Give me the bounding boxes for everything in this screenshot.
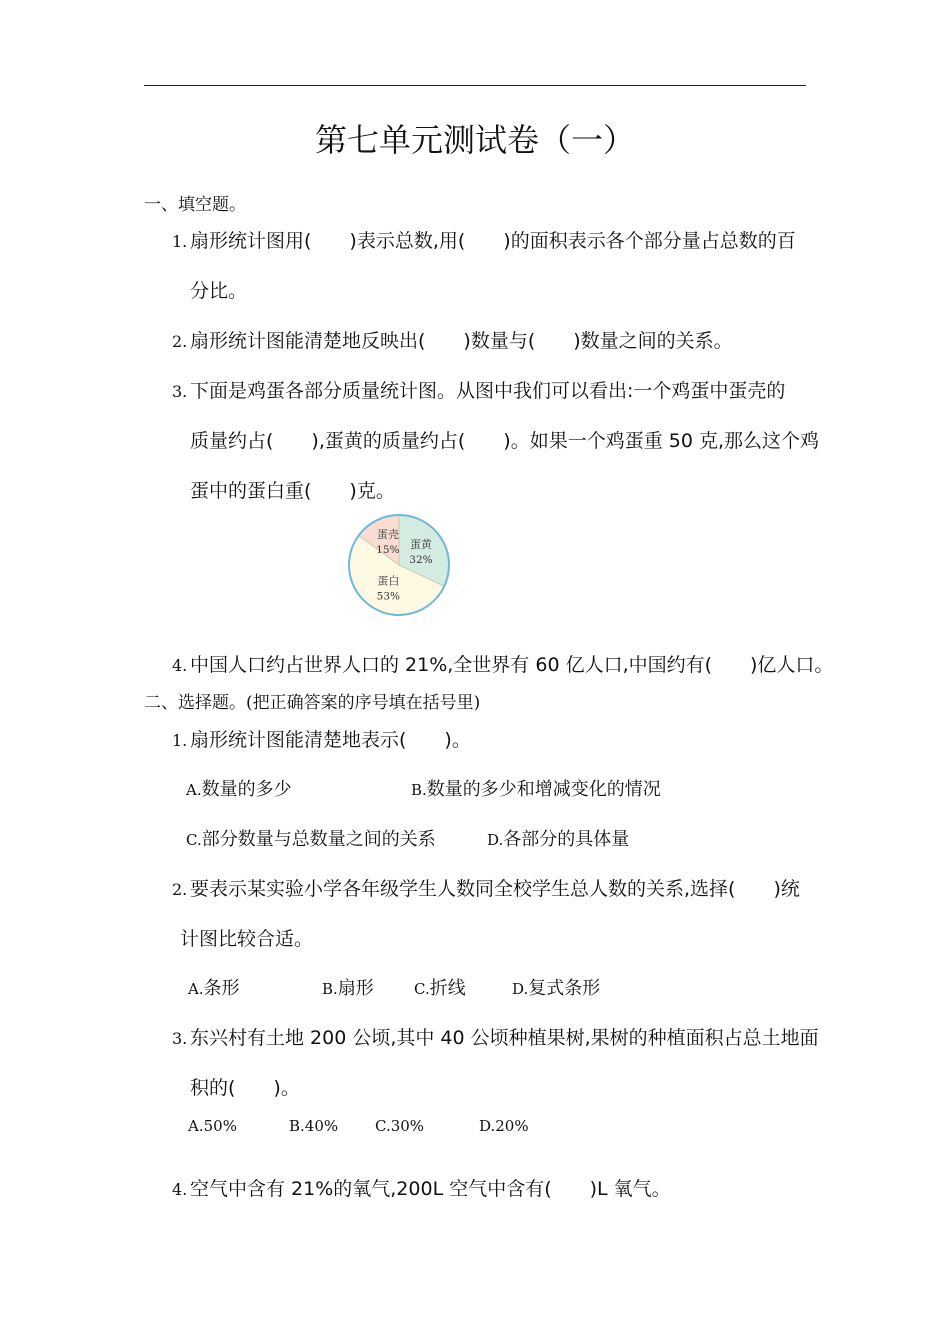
s1-q2-text: 扇形统计图能清楚地反映出( )数量与( )数量之间的关系。 <box>190 330 733 352</box>
option-letter: C. <box>375 1117 391 1135</box>
s2-q1-option-c <box>186 827 436 852</box>
option-text: 部分数量与总数量之间的关系 <box>201 829 436 850</box>
s2-q1-text: 扇形统计图能清楚地表示( )。 <box>190 729 471 751</box>
s2-q2-option-a <box>188 976 240 1001</box>
s2-q2-option-b <box>322 976 374 1001</box>
s2-q1-number: 1. <box>172 731 188 750</box>
s2-q3-text-cont: 积的( )。 <box>190 1077 300 1099</box>
option-letter: A. <box>188 980 204 998</box>
header-rule <box>144 85 806 86</box>
s2-q1-option-d <box>487 827 629 852</box>
option-letter: B. <box>289 1117 305 1135</box>
option-letter: C. <box>186 831 202 849</box>
pie-value-label: 32% <box>409 554 433 567</box>
option-letter: A. <box>186 781 202 799</box>
s2-q3-option-b <box>289 1114 338 1138</box>
option-text: 复式条形 <box>528 978 601 999</box>
s1-q3-number: 3. <box>172 382 188 401</box>
s2-q2-option-d <box>512 976 600 1001</box>
option-letter: D. <box>487 831 504 849</box>
pie-label: 蛋黄 <box>409 538 432 552</box>
section1-heading: 一、填空题。 <box>144 195 246 215</box>
s2-q3-option-a <box>188 1114 237 1138</box>
pie-value-label: 15% <box>376 544 400 557</box>
pie-label: 蛋壳 <box>376 528 399 542</box>
s1-q4-text: 中国人口约占世界人口的 21%,全世界有 60 亿人口,中国约有( )亿人口。 <box>190 654 834 676</box>
s2-q4-text: 空气中含有 21%的氧气,200L 空气中含有( )L 氧气。 <box>190 1178 671 1200</box>
option-text: 40% <box>304 1117 339 1135</box>
option-letter: D. <box>479 1117 496 1135</box>
option-letter: B. <box>322 980 338 998</box>
s1-q3-text-cont2: 蛋中的蛋白重( )克。 <box>190 480 395 502</box>
option-text: 条形 <box>203 978 240 999</box>
s1-q4-number: 4. <box>172 656 188 675</box>
s2-q2-text: 要表示某实验小学各年级学生人数同全校学生总人数的关系,选择( )统 <box>190 878 800 900</box>
option-text: 扇形 <box>337 978 374 999</box>
option-letter: B. <box>411 781 427 799</box>
s2-q2-number: 2. <box>172 880 188 899</box>
s2-q2-option-c <box>414 976 466 1001</box>
egg-pie-chart <box>346 512 452 618</box>
option-text: 20% <box>495 1117 529 1135</box>
s2-q3-text: 东兴村有土地 200 公顷,其中 40 公顷种植果树,果树的种植面积占总土地面 <box>190 1027 819 1049</box>
option-letter: D. <box>512 980 529 998</box>
pie-value-label: 53% <box>376 590 401 603</box>
option-text: 30% <box>390 1117 425 1135</box>
option-text: 50% <box>203 1117 237 1135</box>
option-text: 折线 <box>429 978 466 999</box>
option-letter: C. <box>414 980 430 998</box>
option-text: 数量的多少 <box>201 779 292 800</box>
s2-q1-option-b <box>411 777 661 802</box>
option-text: 数量的多少和增减变化的情况 <box>426 779 661 800</box>
s1-q1-number: 1. <box>172 232 188 251</box>
s2-q3-option-d <box>479 1114 529 1138</box>
s2-q3-option-c <box>375 1114 424 1138</box>
s1-q1-text: 扇形统计图用( )表示总数,用( )的面积表示各个部分量占总数的百 <box>190 230 796 252</box>
s1-q1-text-cont: 分比。 <box>190 280 248 302</box>
s1-q2-number: 2. <box>172 332 188 351</box>
page-title: 第七单元测试卷（一） <box>314 121 635 159</box>
s2-q4-number: 4. <box>172 1180 188 1199</box>
s1-q3-text-cont: 质量约占( ),蛋黄的质量约占( )。如果一个鸡蛋重 50 克,那么这个鸡 <box>190 430 819 452</box>
s2-q2-text-cont: 计图比较合适。 <box>180 928 314 950</box>
s1-q3-text: 下面是鸡蛋各部分质量统计图。从图中我们可以看出:一个鸡蛋中蛋壳的 <box>190 380 786 402</box>
s2-q1-option-a <box>186 777 292 802</box>
option-letter: A. <box>188 1117 204 1135</box>
section2-heading: 二、选择题。(把正确答案的序号填在括号里) <box>144 693 481 713</box>
s2-q3-number: 3. <box>172 1029 188 1048</box>
option-text: 各部分的具体量 <box>503 829 630 850</box>
pie-label: 蛋白 <box>377 574 400 588</box>
